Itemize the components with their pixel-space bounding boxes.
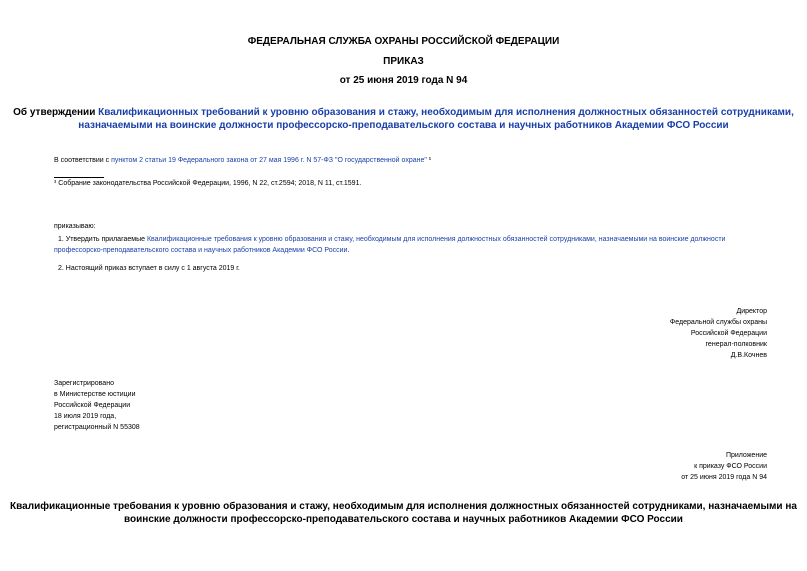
registration-line-2: в Министерстве юстиции [54, 391, 136, 398]
footnote [54, 180, 361, 187]
appendix-ref-line-1: Приложение [725, 452, 767, 459]
appendix-ref-line-3: от 25 июня 2019 года N 94 [681, 474, 767, 481]
registration-line-1: Зарегистрировано [54, 380, 114, 387]
item-1-prefix: 1. Утвердить прилагаемые [58, 236, 147, 243]
item-1-link-line1[interactable]: Квалификационные требования к уровню образования и стажу, необходимым для исполнения должностных обязанностей сотрудниками, назначаемыми на воинские должности [146, 236, 726, 243]
registration-line-5: регистрационный N 55308 [54, 424, 140, 431]
footnote-text: Собрание законодательства Российской Федерации, 1996, N 22, ст.2594; 2018, N 11, ст.1591. [56, 180, 362, 187]
item-2: 2. Настоящий приказ вступает в силу с 1 августа 2019 г. [58, 265, 240, 272]
signature-line-2: Федеральной службы охраны [669, 319, 767, 326]
appendix-title [0, 500, 807, 526]
item-1 [54, 234, 768, 256]
registration-block [54, 378, 140, 433]
title-link-line2[interactable]: назначаемыми на воинские должности профессорско-преподавательского состава и научных работников Академии ФСО России [78, 120, 729, 131]
signature-line-4: генерал-полковник [705, 341, 767, 348]
registration-line-4: 18 июля 2019 года, [54, 413, 117, 420]
registration-line-3: Российской Федерации [54, 402, 131, 409]
preamble [54, 157, 431, 164]
title-link-line1[interactable]: Квалификационных требований к уровню образования и стажу, необходимым для исполнения должностных обязанностей сотрудниками, [98, 107, 794, 118]
signature-line-1: Директор [736, 308, 767, 315]
footnote-marker: ¹ [54, 180, 57, 187]
signature-block [670, 306, 767, 361]
appendix-title-line-2: воинские должности профессорско-преподавательского состава и научных работников Академии ФСО России [124, 514, 683, 525]
document-type: ПРИКАЗ [383, 56, 424, 67]
item-1-link-line2[interactable]: профессорско-преподавательского состава и научных работников Академии ФСО России [54, 247, 348, 254]
preamble-prefix: В соответствии с [54, 157, 112, 164]
signature-line-3: Российской Федерации [690, 330, 767, 337]
title-prefix: Об утверждении [13, 107, 99, 118]
preamble-footnote-marker: ¹ [426, 157, 432, 164]
document-date-number: от 25 июня 2019 года N 94 [339, 75, 468, 86]
agency-name: ФЕДЕРАЛЬНАЯ СЛУЖБА ОХРАНЫ РОССИЙСКОЙ ФЕДЕРАЦИИ [247, 36, 560, 47]
appendix-ref-line-2: к приказу ФСО России [694, 463, 767, 470]
item-1-suffix: . [347, 247, 350, 254]
document-title [0, 106, 807, 132]
signature-line-5: Д.В.Кочнев [730, 352, 767, 359]
footnote-divider [54, 177, 104, 178]
appendix-title-line-1: Квалификационные требования к уровню образования и стажу, необходимым для исполнения должностных обязанностей сотрудниками, назначаемыми на [10, 501, 797, 512]
appendix-reference [681, 450, 767, 483]
preamble-law-link[interactable]: пунктом 2 статьи 19 Федерального закона от 27 мая 1996 г. N 57-ФЗ "О государственной охране" [111, 157, 427, 164]
order-word: приказываю: [54, 223, 96, 230]
